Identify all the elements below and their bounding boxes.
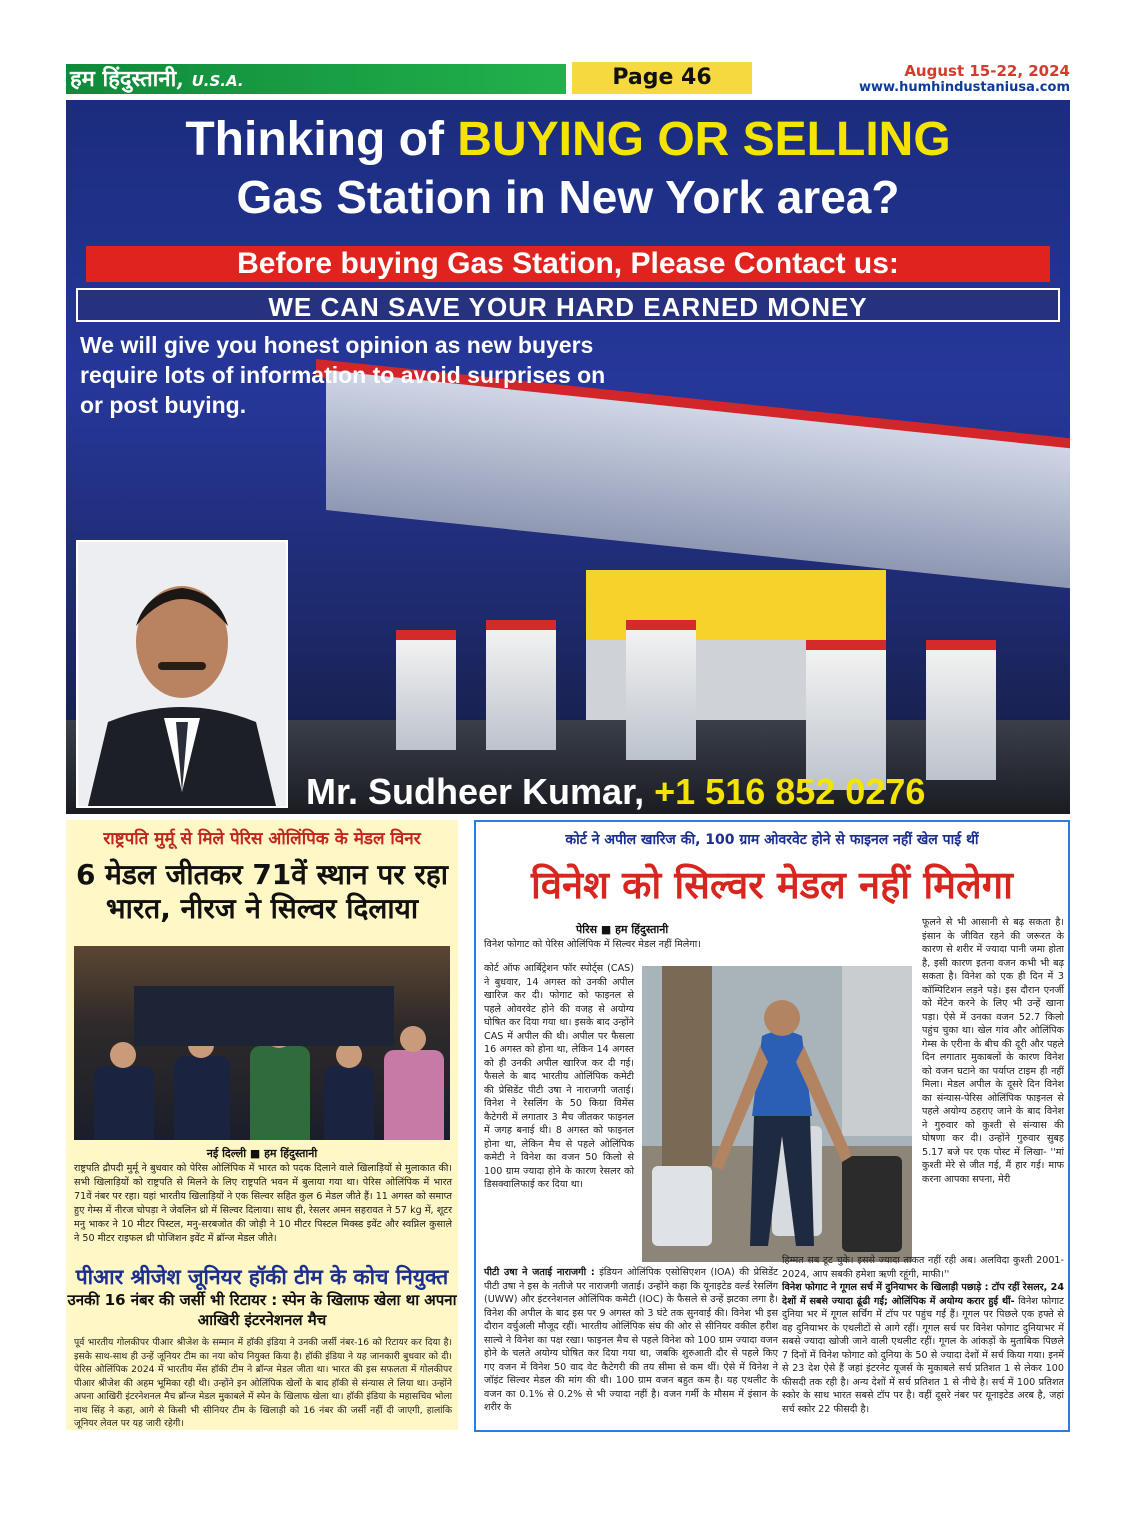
photo-person xyxy=(324,1066,374,1140)
article-column-right: फूलने से भी आसानी से बढ़ सकता है। इंसान के जीवित रहने की जरूरत के कारण से शरीर में ज्यादा पानी जमा होता है, इसी कारण इतना वजन कभी भी बढ़ सकता है। विनेश को एक ही दिन में 3 कॉम्पिटिशन लड़ने पड़े। इस दौरान एनर्जी को मेंटेन करने के लिए भी उन्हें खाना पड़ा। ऐसे में उनका वजन 52.7 किलो पहुंच चुका था। खेल गांव और ओलिंपिक गेम्स के एरीना के बीच की दूरी और पहले दिन लगातार मुकाबलों के कारण विनेश को वजन घटाने का पर्याप्त टाइम ही नहीं मिला। मेडल अपील के दूसरे दिन विनेश का संन्यास-पेरिस ओलिंपिक फाइनल से पहले अयोग्य ठहराए जाने के बाद विनेश ने गुरुवार को कुश्ती से संन्यास की घोषणा कर दी। उन्होंने गुरुवार सुबह 5.17 बजे पर एक पोस्ट में लिखा- ''मां कुश्ती मेरे से जीत गई, मैं हार गई। माफ करना आपका सपना, मेरी xyxy=(922,917,1064,1185)
photo-person-head xyxy=(110,1042,136,1068)
article-headline: 6 मेडल जीतकर 71वें स्थान पर रहा भारत, नीरज ने सिल्वर दिलाया xyxy=(75,858,449,925)
article-bottom-left xyxy=(484,1266,778,1415)
photo-person xyxy=(94,1066,154,1140)
contact-name: Mr. Sudheer Kumar, xyxy=(306,771,645,812)
masthead xyxy=(66,62,1070,98)
article-kicker: कोर्ट ने अपील खारिज की, 100 ग्राम ओवरवेट होने से फाइनल नहीं खेल पाई थीं xyxy=(565,832,979,848)
newspaper-title-text: हम हिंदुस्तानी, xyxy=(70,66,184,92)
ad-headline-highlight: BUYING OR SELLING xyxy=(457,113,951,166)
portrait-illustration xyxy=(78,542,286,806)
article-column-left: कोर्ट ऑफ आर्बिट्रेशन फॉर स्पोर्ट्स (CAS) ने बुधवार, 14 अगस्त को उनकी अपील खारिज कर दी। फोगाट को फाइनल से पहले ओवरवेट होने की वजह से अयोग्य घोषित कर दिया गया था। इसके बाद उन्होंने CAS में अपील की थी। अपील पर फैसला 16 अगस्त को होना था, लेकिन 14 अगस्त को ही उनकी अपील खारिज कर दी गई। फैसले के बाद भारतीय ओलिंपिक कमेटी की प्रेसिडेंट पीटी उषा ने नाराजगी जताई। विनेश ने रेसलिंग के 50 किग्रा विमेंस कैटेगरी में लगातार 3 मैच जीतकर फाइनल में जगह बनाई थी। 8 अगस्त को फाइनल होना था, लेकिन मैच से पहले ओलिंपिक कमेटी ने विनेश का वजन 50 किलो से 100 ग्राम ज्यादा होने के कारण रेसलर को डिसक्वालिफाई कर दिया था। xyxy=(484,963,634,1190)
article-lead: विनेश फोगाट को पेरिस ओलिंपिक में सिल्वर मेडल नहीं मिलेगा। xyxy=(484,939,701,950)
website-link[interactable]: www.humhindustaniusa.com xyxy=(858,80,1070,95)
article-kicker: राष्ट्रपति मुर्मू से मिले पेरिस ओलिंपिक के मेडल विनर xyxy=(103,829,421,849)
medal-winners-photo xyxy=(74,946,450,1140)
advertiser-portrait xyxy=(76,540,288,808)
fuel-pump xyxy=(486,620,556,750)
section-text: इंडियन ओलिंपिक एसोसिएशन (IOA) की प्रेसिडेंट पीटी उषा ने इस के नतीजे पर नाराजगी जताई। उन्होंने कहा कि यूनाइटेड वर्ल्ड रेसलिंग (UWW) और इंटरनेशनल ओलिंपिक कमेटी (IOC) के फैसले से उन्हें झटका लगा है। विनेश की अपील के बाद इस पर 9 अगस्त को 3 घंटे तक सुनवाई की। विनेश भी इस दौरान वर्चुअली मौजूद रहीं। भारतीय ओलिंपिक संघ की ओर से सीनियर वकील हरीश साल्वे ने विनेश का पक्ष रखा। फाइनल मैच से पहले विनेश को 100 ग्राम ज्यादा वजन होने के चलते अयोग्य घोषित कर दिया गया था, जबकि शुरुआती दौर से पहले किए गए वजन में विनेश 50 वाद वेट कैटेगरी की तय सीमा से कम थीं। ऐसे में विनेश ने जॉइंट सिल्वर मेडल की मांग की थी। 100 ग्राम वजन बहुत कम है। यह एथलीट के वजन का 0.1% से 0.2% से भी ज्यादा नहीं है। वजन गर्मी के मौसम में इंसान के शरीर के xyxy=(484,1267,778,1413)
article-dateline: पेरिस ■ हम हिंदुस्तानी xyxy=(576,923,669,936)
ad-contact-banner: Before buying Gas Station, Please Contact us: xyxy=(86,246,1050,282)
section-lead: पीटी उषा ने जताई नाराजगी : xyxy=(484,1267,595,1278)
article-bottom-right xyxy=(782,1254,1064,1416)
newspaper-title-suffix: U.S.A. xyxy=(191,72,244,90)
ad-savings-banner: WE CAN SAVE YOUR HARD EARNED MONEY xyxy=(76,288,1060,322)
fuel-pump xyxy=(396,630,456,750)
sub-article-headline: पीआर श्रीजेश जूनियर हॉकी टीम के कोच नियुक्त xyxy=(75,1265,449,1289)
section-lead: विनेश फोगाट ने गूगल सर्च में दुनियाभर के खिलाड़ी पछाड़े : टॉप रहीं रेसलर, 24 देशों में सबसे ज्यादा ढूंढी गईं; ओलिंपिक में अयोग्य करार हुई थीं- xyxy=(782,1282,1064,1307)
photo-back-row xyxy=(134,986,394,1046)
ad-subheadline: Gas Station in New York area? xyxy=(236,171,900,223)
sub-article-body: पूर्व भारतीय गोलकीपर पीआर श्रीजेश के सम्मान में हॉकी इंडिया ने उनकी जर्सी नंबर-16 को रिटायर कर दिया है। इसके साथ-साथ ही उन्हें जूनियर टीम का नया कोच नियुक्त किया है। हॉकी इंडिया ने यह जानकारी बुधवार को दी। पेरिस ओलिंपिक 2024 में भारतीय मेंस हॉकी टीम ने ब्रॉन्ज मेडल जीता था। भारत की इस सफलता में गोलकीपर पीआर श्रीजेश की अहम भूमिका रही थी। उन्होंने इन ओलिंपिक खेलों के बाद हॉकी से संन्यास ले लिया था। उन्होंने अपना आखिरी इंटरनेशनल मैच ब्रॉन्ज मेडल मुकाबले में स्पेन के खिलाफ खेला था। हॉकी इंडिया के महासचिव भोला नाथ सिंह ने कहा, आगे से किसी भी सीनियर टीम के खिलाड़ी को 16 नंबर की जर्सी नहीं दी जाएगी, हालांकि जूनियर लेवल पर यह जारी रहेगी। xyxy=(74,1337,452,1429)
photo-person xyxy=(250,1046,310,1140)
section-text-pre: हिम्मत सब टूट चुके। इससे ज्यादा ताकत नहीं रही अब। अलविदा कुश्ती 2001-2024, आप सबकी हमेशा ऋणी रहूंगी, माफी।'' xyxy=(782,1255,1064,1280)
ad-body-text: We will give you honest opinion as new buyers require lots of information to avoid surprises on or post buying. xyxy=(80,332,606,418)
newspaper-title xyxy=(66,64,566,94)
article-dateline: नई दिल्ली ■ हम हिंदुस्तानी xyxy=(206,1147,318,1160)
article-body: राष्ट्रपति द्रौपदी मुर्मू ने बुधवार को पेरिस ओलिंपिक में भारत को पदक दिलाने वाले खिलाड़ियों से मुलाकात की। सभी खिलाड़ियों को राष्ट्रपति से मिलने के लिए राष्ट्रपति भवन में बुलाया गया था। पेरिस ओलिंपिक में भारत 71वें नंबर पर रहा। यहां भारतीय खिलाड़ियों ने एक सिल्वर सहित कुल 6 मेडल जीते हैं। 11 अगस्त को समाप्त हुए गेम्स में नीरज चोपड़ा ने जेवलिन थ्रो में सिल्वर दिलाया। साथ ही, रेसलर अमन सहरावत ने 57 kg में, शूटर मनु भाकर ने 10 मीटर पिस्टल, मनु-सरबजोत की जोड़ी ने 10 मीटर पिस्टल मिक्स्ड इवेंट और स्वप्निल कुसाले ने 50 मीटर राइफल थ्री पोजिशन इवेंट में ब्रॉन्ज मेडल जीते। xyxy=(74,1163,452,1244)
fuel-pump xyxy=(626,620,696,760)
photo-person xyxy=(174,1056,230,1140)
fuel-pump xyxy=(926,640,996,780)
left-article xyxy=(66,820,458,1430)
fuel-pump xyxy=(806,640,886,790)
right-article xyxy=(474,820,1070,1432)
photo-person xyxy=(384,1050,444,1140)
photo-person-head xyxy=(400,1026,426,1052)
sub-article-subheadline: उनकी 16 नंबर की जर्सी भी रिटायर : स्पेन के खिलाफ खेला था अपना आखिरी इंटरनेशनल मैच xyxy=(67,1291,457,1329)
issue-date: August 15-22, 2024 xyxy=(904,62,1070,80)
section-text: विनेश फोगाट दुनिया भर में गूगल सर्चिंग में टॉप पर पहुंच गईं हैं। गूगल पर पिछले एक हफ्ते से वह दुनियाभर के एथलीटों से आगे रहीं। गूगल सर्च पर विनेश फोगाट दुनियाभर में सबसे ज्यादा खोजी जाने वाली एथलीट रहीं। गूगल के आंकड़ों के मुताबिक पिछले 7 दिनों में विनेश फोगाट को दुनिया के 50 से ज्यादा देशों में सर्च किया गया। इनमें से 23 देश ऐसे हैं जहां इंटरनेट यूजर्स के मुकाबले सर्च प्रतिशत 1 से लेकर 100 फीसदी तक रही है। अन्य देशों में सर्च प्रतिशत 1 से नीचे है। सर्च में 100 प्रतिशत स्कोर के साथ भारत सबसे टॉप पर है। वहीं दूसरे नंबर पर यूनाइटेड अरब है, जहां सर्च स्कोर 22 फीसदी है। xyxy=(782,1295,1064,1415)
ad-headline xyxy=(66,112,1070,168)
contact-phone[interactable]: +1 516 852 0276 xyxy=(654,771,926,812)
ad-headline-prefix: Thinking of xyxy=(185,113,458,166)
gas-station-advertisement xyxy=(66,100,1070,814)
page-number: Page 46 xyxy=(572,62,752,94)
ad-contact-line xyxy=(306,770,1066,814)
article-headline: विनेश को सिल्वर मेडल नहीं मिलेगा xyxy=(531,863,1013,907)
wrestler-photo xyxy=(642,966,912,1262)
wrestler-illustration xyxy=(642,966,912,1262)
